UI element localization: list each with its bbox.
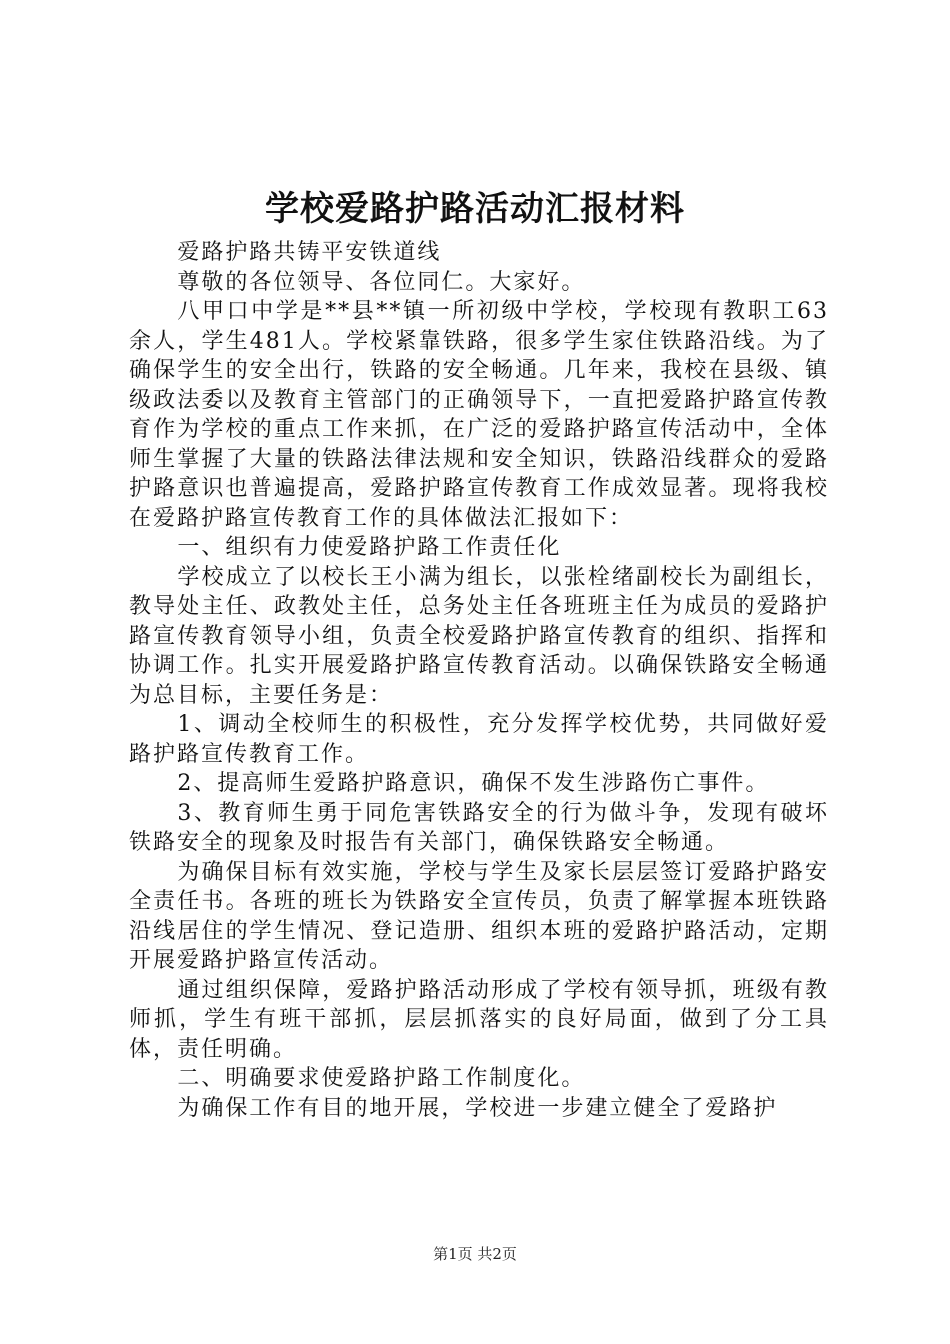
page-number-footer: 第1页 共2页 (433, 1245, 517, 1263)
document-body (129, 238, 829, 1123)
section-heading: 二、明确要求使爱路护路工作制度化。 (177, 1066, 586, 1091)
list-item: 2、提高师生爱路护路意识，确保不发生涉路伤亡事件。 (177, 771, 770, 796)
subtitle-paragraph: 爱路护路共铸平安铁道线 (177, 240, 442, 265)
body-paragraph: 学校成立了以校长王小满为组长，以张栓绪副校长为副组长，教导处主任、政教处主任，总务处主任各班班主任为成员的爱路护路宣传教育领导小组，负责全校爱路护路宣传教育的组织、指挥和协调工作。扎实开展爱路护路宣传教育活动。以确保铁路安全畅通为总目标，主要任务是： (129, 564, 829, 708)
list-item: 1、调动全校师生的积极性，充分发挥学校优势，共同做好爱路护路宣传教育工作。 (129, 712, 829, 767)
body-paragraph: 为确保工作有目的地开展，学校进一步建立健全了爱路护 (177, 1095, 778, 1121)
list-item: 3、教育师生勇于同危害铁路安全的行为做斗争，发现有破坏铁路安全的现象及时报告有关部门，确保铁路安全畅通。 (129, 800, 829, 855)
greeting-paragraph: 尊敬的各位领导、各位同仁。大家好。 (177, 269, 586, 295)
body-paragraph: 通过组织保障，爱路护路活动形成了学校有领导抓，班级有教师抓，学生有班干部抓，层层抓落实的良好局面，做到了分工具体，责任明确。 (129, 977, 829, 1062)
document-title: 学校爱路护路活动汇报材料 (265, 189, 685, 229)
body-paragraph: 八甲口中学是**县**镇一所初级中学校，学校现有教职工63余人，学生481人。学校紧靠铁路，很多学生家住铁路沿线。为了确保学生的安全出行，铁路的安全畅通。几年来，我校在县级、镇级政法委以及教育主管部门的正确领导下，一直把爱路护路宣传教育作为学校的重点工作来抓，在广泛的爱路护路宣传活动中，全体师生掌握了大量的铁路法律法规和安全知识，铁路沿线群众的爱路护路意识也普遍提高，爱路护路宣传教育工作成效显著。现将我校在爱路护路宣传教育工作的具体做法汇报如下： (129, 299, 829, 531)
section-heading: 一、组织有力使爱路护路工作责任化 (177, 535, 562, 560)
body-paragraph: 为确保目标有效实施，学校与学生及家长层层签订爱路护路安全责任书。各班的班长为铁路安全宣传员，负责了解掌握本班铁路沿线居住的学生情况、登记造册、组织本班的爱路护路活动，定期开展爱路护路宣传活动。 (129, 859, 829, 973)
